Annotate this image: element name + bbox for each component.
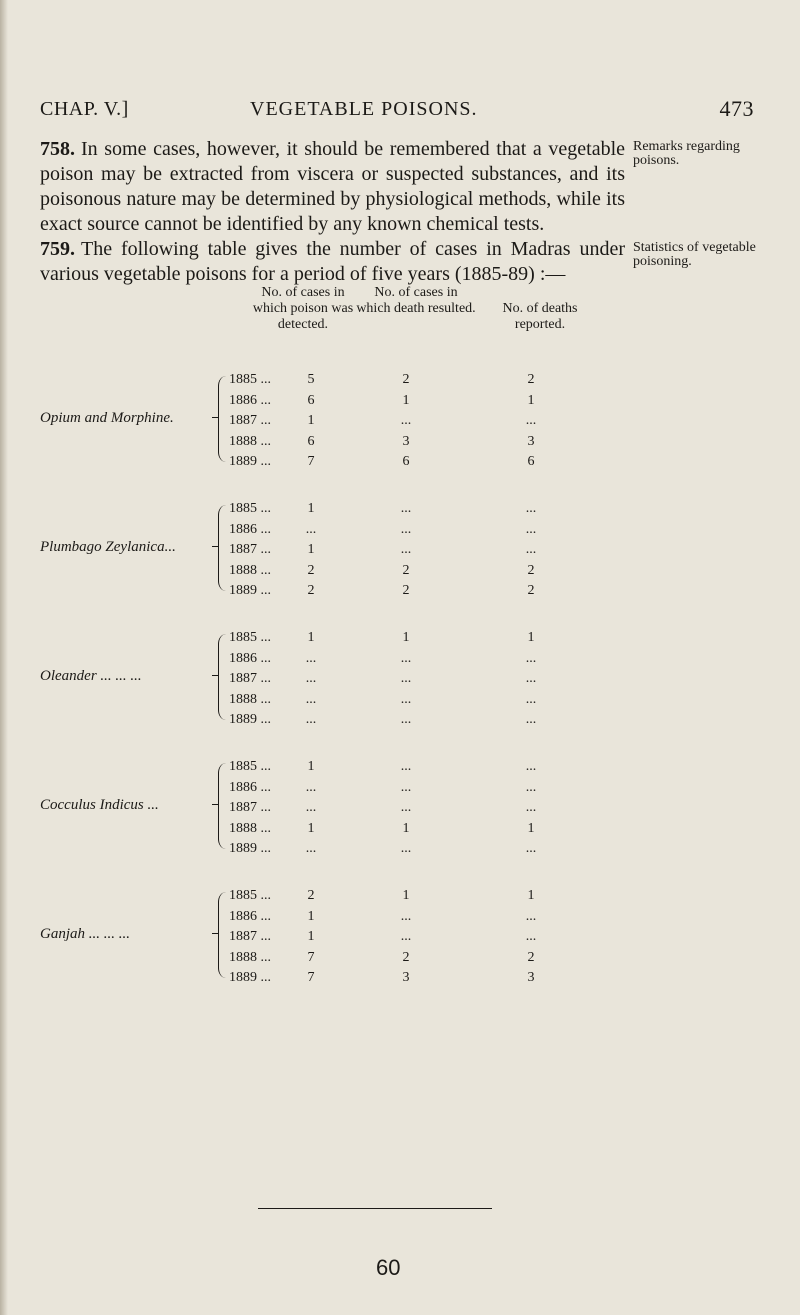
detected-cell: 1	[307, 542, 315, 557]
detected-cell: 1	[307, 929, 315, 944]
detected-cell: 1	[307, 501, 315, 516]
deaths-reported-cell: ...	[525, 542, 537, 557]
table-row	[0, 970, 800, 988]
detected-cell: 5	[307, 372, 315, 387]
year-cell: 1887 ...	[229, 929, 271, 944]
column-header-deaths-reported: No. of deaths reported.	[502, 301, 578, 332]
deaths-reported-cell: 3	[527, 433, 535, 449]
table-row	[0, 888, 800, 906]
year-cell: 1889 ...	[229, 841, 271, 856]
death-resulted-cell: ...	[400, 691, 412, 707]
deaths-reported-cell: 2	[527, 372, 535, 387]
death-resulted-cell: ...	[400, 908, 412, 924]
table-row	[0, 929, 800, 947]
death-resulted-cell: ...	[400, 650, 412, 666]
paragraph-758	[40, 137, 625, 237]
death-resulted-cell: 3	[402, 433, 410, 449]
detected-cell: 7	[307, 454, 315, 469]
year-cell: 1887 ...	[229, 800, 271, 815]
year-cell: 1885 ...	[229, 888, 271, 903]
year-cell: 1886 ...	[229, 521, 271, 537]
detected-cell: ...	[305, 712, 317, 727]
deaths-reported-cell: 2	[527, 949, 535, 965]
chapter-label: CHAP. V.]	[40, 98, 129, 120]
deaths-reported-cell: ...	[525, 759, 537, 774]
deaths-reported-cell: 3	[527, 970, 535, 985]
year-cell: 1885 ...	[229, 630, 271, 645]
detected-cell: ...	[305, 691, 317, 707]
table-row	[0, 759, 800, 777]
poison-group	[0, 630, 800, 740]
deaths-reported-cell: ...	[525, 800, 537, 815]
page-number: 473	[719, 96, 754, 121]
table-row	[0, 950, 800, 968]
detected-cell: ...	[305, 671, 317, 686]
death-resulted-cell: 6	[402, 454, 410, 469]
signature-mark: 60	[376, 1255, 401, 1280]
deaths-reported-cell: ...	[525, 521, 537, 537]
detected-cell: 1	[307, 820, 315, 836]
table-row	[0, 501, 800, 519]
table-row	[0, 671, 800, 689]
table-row	[0, 909, 800, 927]
year-cell: 1889 ...	[229, 970, 271, 985]
deaths-reported-cell: ...	[525, 908, 537, 924]
detected-cell: 1	[307, 908, 315, 924]
poison-group	[0, 372, 800, 482]
death-resulted-cell: ...	[400, 841, 412, 856]
table-row	[0, 800, 800, 818]
death-resulted-cell: 1	[402, 392, 410, 408]
table-row	[0, 583, 800, 601]
year-cell: 1885 ...	[229, 501, 271, 516]
poison-name: Opium and Morphine.	[40, 410, 174, 426]
detected-cell: ...	[305, 650, 317, 666]
detected-cell: ...	[305, 841, 317, 856]
running-title: VEGETABLE POISONS.	[250, 98, 478, 120]
detected-cell: 1	[307, 630, 315, 645]
table-row	[0, 651, 800, 669]
deaths-reported-cell: 6	[527, 454, 535, 469]
table-row	[0, 821, 800, 839]
deaths-reported-cell: ...	[525, 671, 537, 686]
detected-cell: 1	[307, 413, 315, 428]
year-cell: 1888 ...	[229, 949, 271, 965]
year-cell: 1885 ...	[229, 372, 271, 387]
deaths-reported-cell: ...	[525, 691, 537, 707]
running-head	[40, 96, 754, 128]
detected-cell: 2	[307, 583, 315, 598]
paragraph-759	[40, 237, 625, 287]
year-cell: 1889 ...	[229, 712, 271, 727]
table-row	[0, 563, 800, 581]
table-row	[0, 841, 800, 859]
table-row	[0, 542, 800, 560]
side-note-remarks: Remarks regarding poisons.	[633, 139, 740, 168]
table-row	[0, 712, 800, 730]
deaths-reported-cell: 2	[527, 583, 535, 598]
deaths-reported-cell: 1	[527, 630, 535, 645]
death-resulted-cell: 2	[402, 583, 410, 598]
table-row	[0, 630, 800, 648]
deaths-reported-cell: ...	[525, 712, 537, 727]
poison-group	[0, 759, 800, 869]
year-cell: 1888 ...	[229, 562, 271, 578]
death-resulted-cell: ...	[400, 929, 412, 944]
table-row	[0, 692, 800, 710]
year-cell: 1887 ...	[229, 413, 271, 428]
death-resulted-cell: 2	[402, 562, 410, 578]
detected-cell: ...	[305, 800, 317, 815]
paragraph-number: 759.	[40, 238, 75, 260]
deaths-reported-cell: ...	[525, 779, 537, 795]
death-resulted-cell: 1	[402, 888, 410, 903]
detected-cell: 2	[307, 888, 315, 903]
deaths-reported-cell: 2	[527, 562, 535, 578]
death-resulted-cell: 1	[402, 630, 410, 645]
detected-cell: 2	[307, 562, 315, 578]
poison-name: Plumbago Zeylanica...	[40, 539, 176, 555]
deaths-reported-cell: 1	[527, 392, 535, 408]
year-cell: 1886 ...	[229, 392, 271, 408]
detected-cell: 6	[307, 433, 315, 449]
death-resulted-cell: ...	[400, 712, 412, 727]
detected-cell: 7	[307, 949, 315, 965]
death-resulted-cell: 2	[402, 372, 410, 387]
year-cell: 1886 ...	[229, 908, 271, 924]
death-resulted-cell: ...	[400, 542, 412, 557]
detected-cell: 7	[307, 970, 315, 985]
table-row	[0, 393, 800, 411]
year-cell: 1887 ...	[229, 542, 271, 557]
deaths-reported-cell: ...	[525, 841, 537, 856]
detected-cell: ...	[305, 521, 317, 537]
year-cell: 1887 ...	[229, 671, 271, 686]
table-row	[0, 413, 800, 431]
paragraph-number: 758.	[40, 138, 75, 160]
year-cell: 1885 ...	[229, 759, 271, 774]
deaths-reported-cell: 1	[527, 820, 535, 836]
column-header-detected: No. of cases in which poison was detected.	[252, 285, 354, 332]
year-cell: 1889 ...	[229, 583, 271, 598]
poison-name: Cocculus Indicus ...	[40, 797, 159, 813]
year-cell: 1888 ...	[229, 820, 271, 836]
death-resulted-cell: ...	[400, 521, 412, 537]
detected-cell: 1	[307, 759, 315, 774]
deaths-reported-cell: ...	[525, 413, 537, 428]
poison-name: Ganjah ... ... ...	[40, 926, 130, 942]
poison-name: Oleander ... ... ...	[40, 668, 142, 684]
deaths-reported-cell: ...	[525, 501, 537, 516]
table-row	[0, 780, 800, 798]
footer-rule	[258, 1208, 492, 1209]
death-resulted-cell: 1	[402, 820, 410, 836]
paragraph-text: In some cases, however, it should be remembered that a vegetable poison may be extracted from viscera or suspected substances, and its poisonous nature may be determined by physiological methods, while its exact source cannot be identified by any known chemical tests.	[40, 138, 625, 235]
death-resulted-cell: 3	[402, 970, 410, 985]
table-row	[0, 454, 800, 472]
year-cell: 1888 ...	[229, 433, 271, 449]
year-cell: 1886 ...	[229, 650, 271, 666]
death-resulted-cell: 2	[402, 949, 410, 965]
death-resulted-cell: ...	[400, 800, 412, 815]
column-header-death-resulted: No. of cases in which death resulted.	[356, 285, 476, 316]
death-resulted-cell: ...	[400, 779, 412, 795]
death-resulted-cell: ...	[400, 671, 412, 686]
death-resulted-cell: ...	[400, 501, 412, 516]
detected-cell: 6	[307, 392, 315, 408]
year-cell: 1886 ...	[229, 779, 271, 795]
paragraph-text: The following table gives the number of cases in Madras under various vegetable poisons for a period of five years (1885-89) :—	[40, 238, 625, 285]
table-row	[0, 522, 800, 540]
deaths-reported-cell: 1	[527, 888, 535, 903]
table-row	[0, 434, 800, 452]
detected-cell: ...	[305, 779, 317, 795]
year-cell: 1888 ...	[229, 691, 271, 707]
table-row	[0, 372, 800, 390]
deaths-reported-cell: ...	[525, 929, 537, 944]
deaths-reported-cell: ...	[525, 650, 537, 666]
poison-group	[0, 888, 800, 998]
year-cell: 1889 ...	[229, 454, 271, 469]
death-resulted-cell: ...	[400, 413, 412, 428]
side-note-statistics: Statistics of vegetable poisoning.	[633, 240, 756, 269]
death-resulted-cell: ...	[400, 759, 412, 774]
poison-group	[0, 501, 800, 611]
